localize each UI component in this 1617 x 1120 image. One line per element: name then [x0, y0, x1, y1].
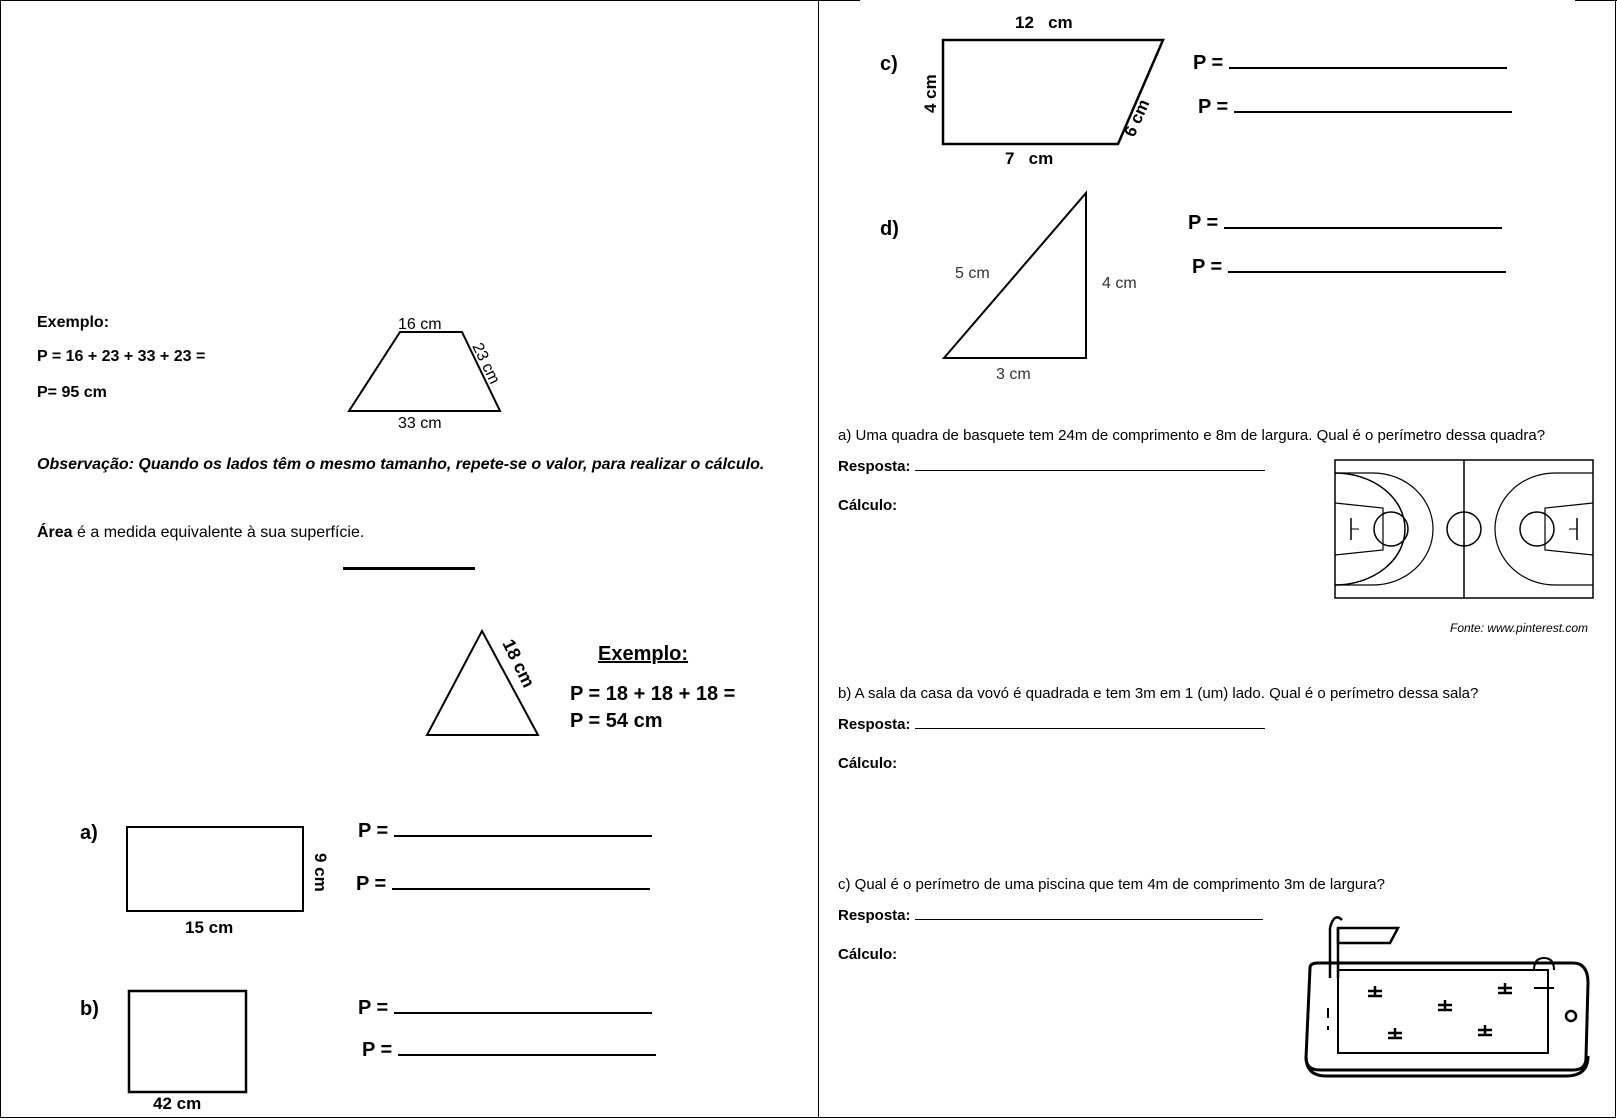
trapezium-right-label: 6 cm	[1120, 96, 1154, 140]
answer-row	[838, 458, 1265, 475]
square-figure	[120, 985, 260, 1115]
example-calc-line: P = 16 + 23 + 33 + 23 =	[37, 348, 206, 365]
answer-row	[838, 716, 1265, 733]
answer-label: Resposta:	[838, 716, 911, 733]
answer-blank[interactable]	[915, 728, 1265, 729]
perimeter-label: P =	[358, 997, 389, 1019]
perimeter-answer-row	[356, 873, 650, 896]
answer-blank[interactable]	[394, 1012, 652, 1014]
trapezium-figure	[920, 8, 1180, 178]
perimeter-answer-row	[1198, 96, 1512, 119]
answer-blank[interactable]	[1228, 271, 1506, 273]
answer-row	[838, 907, 1263, 924]
perimeter-label: P =	[358, 820, 389, 842]
trapezoid-bottom-label: 33 cm	[398, 415, 442, 432]
swimming-pool-illustration	[1298, 908, 1593, 1078]
answer-blank[interactable]	[915, 919, 1263, 920]
perimeter-answer-row	[1193, 52, 1507, 75]
perimeter-answer-row	[362, 1039, 656, 1062]
trapezoid-top-label: 16 cm	[398, 316, 442, 333]
answer-blank[interactable]	[1229, 67, 1507, 69]
answer-label: Resposta:	[838, 907, 911, 924]
answer-blank[interactable]	[394, 835, 652, 837]
area-definition	[37, 524, 364, 542]
perimeter-answer-row	[358, 820, 652, 843]
perimeter-label: P =	[1192, 256, 1223, 278]
answer-blank[interactable]	[392, 888, 650, 890]
calc-label: Cálculo:	[838, 497, 898, 514]
right-triangle-side-label: 4 cm	[1102, 275, 1137, 292]
section-divider	[343, 567, 475, 570]
example-title: Exemplo:	[37, 314, 110, 331]
right-triangle-hyp-label: 5 cm	[955, 265, 990, 282]
problem-question: a) Uma quadra de basquete tem 24m de comprimento e 8m de largura. Qual é o perímetro dessa quadra?	[838, 427, 1546, 444]
answer-blank[interactable]	[915, 470, 1265, 471]
rectangle-bottom-label: 15 cm	[185, 918, 234, 937]
calc-label: Cálculo:	[838, 946, 898, 963]
example2-calc-line: P = 18 + 18 + 18 =	[570, 683, 736, 705]
example-result-line: P= 95 cm	[37, 384, 107, 401]
exercise-letter: d)	[880, 218, 899, 240]
perimeter-label: P =	[1193, 52, 1224, 74]
calc-label: Cálculo:	[838, 755, 898, 772]
exercise-letter: a)	[80, 822, 98, 844]
triangle-side-label: 18 cm	[498, 635, 539, 691]
exercise-letter: b)	[80, 998, 99, 1020]
perimeter-answer-row	[358, 997, 652, 1020]
perimeter-label: P =	[1188, 212, 1219, 234]
area-text: é a medida equivalente à sua superfície.	[72, 524, 365, 541]
perimeter-label: P =	[1198, 96, 1229, 118]
exercise-letter: c)	[880, 53, 898, 75]
top-border-right-start	[818, 0, 860, 1]
area-term: Área	[37, 524, 73, 541]
perimeter-answer-row	[1192, 256, 1506, 279]
triangle-figure	[420, 625, 550, 740]
perimeter-label: P =	[356, 873, 387, 895]
top-border-right-end	[1575, 0, 1617, 1]
trapezium-bottom-label: 7 cm	[1005, 149, 1054, 168]
problem-question: b) A sala da casa da vovó é quadrada e tem 3m em 1 (um) lado. Qual é o perímetro dessa sala?	[838, 685, 1479, 702]
perimeter-answer-row	[1188, 212, 1502, 235]
answer-blank[interactable]	[1234, 111, 1512, 113]
right-triangle-figure	[930, 185, 1150, 385]
top-border-left	[0, 0, 818, 1]
rectangle-figure	[118, 818, 338, 938]
right-triangle-base-label: 3 cm	[996, 366, 1031, 383]
trapezium-top-label: 12 cm	[1015, 13, 1073, 32]
observation-note: Observação: Quando os lados têm o mesmo tamanho, repete-se o valor, para realizar o cálculo.	[37, 456, 765, 473]
image-source-credit: Fonte: www.pinterest.com	[1450, 621, 1589, 635]
trapezium-left-label: 4 cm	[921, 74, 940, 113]
basketball-court-illustration	[1333, 458, 1595, 601]
trapezoid-side-label: 23 cm	[468, 340, 503, 387]
square-bottom-label: 42 cm	[153, 1094, 202, 1113]
example2-result-line: P = 54 cm	[570, 710, 663, 732]
answer-blank[interactable]	[398, 1054, 656, 1056]
perimeter-label: P =	[362, 1039, 393, 1061]
trapezoid-figure	[330, 310, 520, 435]
problem-question: c) Qual é o perímetro de uma piscina que tem 4m de comprimento 3m de largura?	[838, 876, 1385, 893]
rectangle-side-label: 9 cm	[311, 853, 330, 892]
answer-label: Resposta:	[838, 458, 911, 475]
example2-title: Exemplo:	[598, 643, 689, 665]
answer-blank[interactable]	[1224, 227, 1502, 229]
